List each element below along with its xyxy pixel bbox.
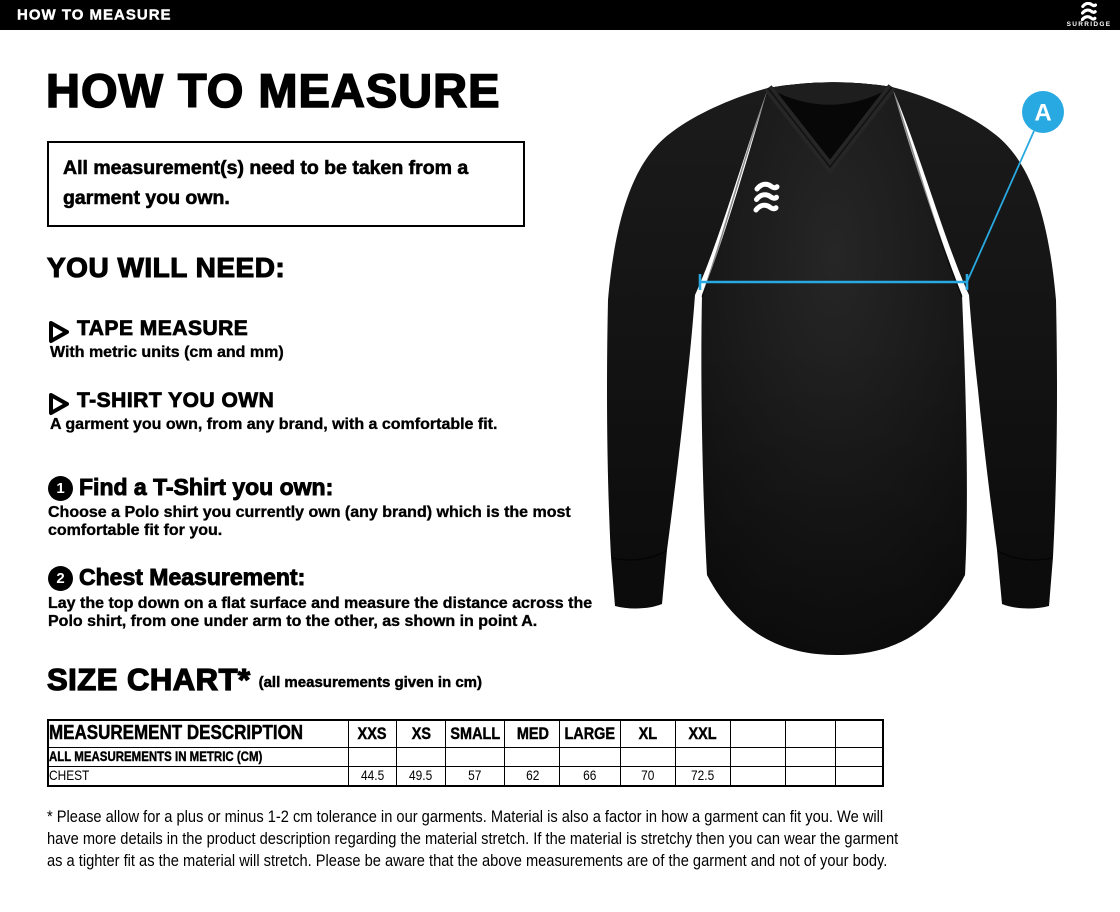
step-1-description: Choose a Polo shirt you currently own (any brand) which is the most comfortable fit for you. [48, 504, 571, 539]
top-bar-title: HOW TO MEASURE [17, 6, 172, 24]
size-column-header: XXS [348, 720, 396, 747]
disclaimer-text: * Please allow for a plus or minus 1-2 cm tolerance in our garments. Material is also a factor in how a garment can fit you. We will have more details in the product description regarding the material stretch. If the material is stretchy then you can wear the garment as a tighter fit as the material will stretch. Please be aware that the above measurements are of the garment and not of your body. [47, 807, 899, 870]
value-cell [560, 747, 621, 766]
size-column-header: XXL [675, 720, 730, 747]
value-cell [675, 747, 730, 766]
size-chart-subtitle: (all measurements given in cm) [258, 674, 482, 691]
step-2-number: 2 [48, 566, 73, 591]
brand-name: SURRIDGE [1066, 21, 1112, 28]
point-a-badge [1022, 91, 1064, 133]
need-item-tape-measure-desc: With metric units (cm and mm) [50, 344, 284, 361]
row-label-cell: ALL MEASUREMENTS IN METRIC (CM) [48, 747, 348, 766]
value-cell [785, 747, 835, 766]
row-label-cell: CHEST [48, 766, 348, 786]
value-cell: 62 [505, 766, 560, 786]
step-2-description: Lay the top down on a flat surface and measure the distance across the Polo shirt, from one under arm to the other, as shown in point A. [48, 595, 593, 630]
surridge-s-icon [1081, 2, 1097, 21]
garment-figure [590, 60, 1120, 660]
size-column-header [785, 720, 835, 747]
value-cell: 72.5 [675, 766, 730, 786]
value-cell [730, 766, 785, 786]
triangle-bullet-icon [48, 392, 70, 416]
size-chart-title: SIZE CHART* [47, 662, 251, 697]
you-will-need-heading: YOU WILL NEED: [47, 252, 286, 283]
size-column-header: XS [396, 720, 445, 747]
value-cell [348, 747, 396, 766]
value-cell: 44.5 [348, 766, 396, 786]
value-cell [620, 747, 675, 766]
value-cell [396, 747, 445, 766]
value-cell [785, 766, 835, 786]
value-cell [835, 747, 883, 766]
size-chart-table [47, 719, 884, 787]
value-cell: 49.5 [396, 766, 445, 786]
size-column-header: SMALL [445, 720, 505, 747]
top-bar [0, 0, 1120, 30]
value-cell [835, 766, 883, 786]
need-item-tshirt: T-SHIRT YOU OWN [77, 389, 275, 412]
value-cell: 57 [445, 766, 505, 786]
step-1-title: Find a T-Shirt you own: [79, 474, 334, 500]
need-item-tshirt-desc: A garment you own, from any brand, with a comfortable fit. [50, 416, 498, 433]
notice-box [47, 141, 525, 227]
page-title: HOW TO MEASURE [46, 64, 501, 117]
need-item-tape-measure: TAPE MEASURE [77, 317, 249, 340]
point-a-label: A [1034, 99, 1052, 127]
size-column-header: MED [505, 720, 560, 747]
step-2-title: Chest Measurement: [79, 564, 306, 590]
notice-text: All measurement(s) need to be taken from a garment you own. [63, 157, 469, 209]
size-column-header [730, 720, 785, 747]
size-column-header [835, 720, 883, 747]
size-column-header: XL [620, 720, 675, 747]
brand-logo [1065, 1, 1113, 28]
value-cell [445, 747, 505, 766]
table-row [48, 747, 883, 766]
size-column-header: LARGE [560, 720, 621, 747]
value-cell: 66 [560, 766, 621, 786]
size-chart-heading [47, 662, 482, 698]
triangle-bullet-icon [48, 320, 70, 344]
table-row [48, 766, 883, 786]
value-cell: 70 [620, 766, 675, 786]
measurement-description-header: MEASUREMENT DESCRIPTION [48, 720, 348, 747]
step-1-number: 1 [48, 476, 73, 501]
value-cell [505, 747, 560, 766]
value-cell [730, 747, 785, 766]
